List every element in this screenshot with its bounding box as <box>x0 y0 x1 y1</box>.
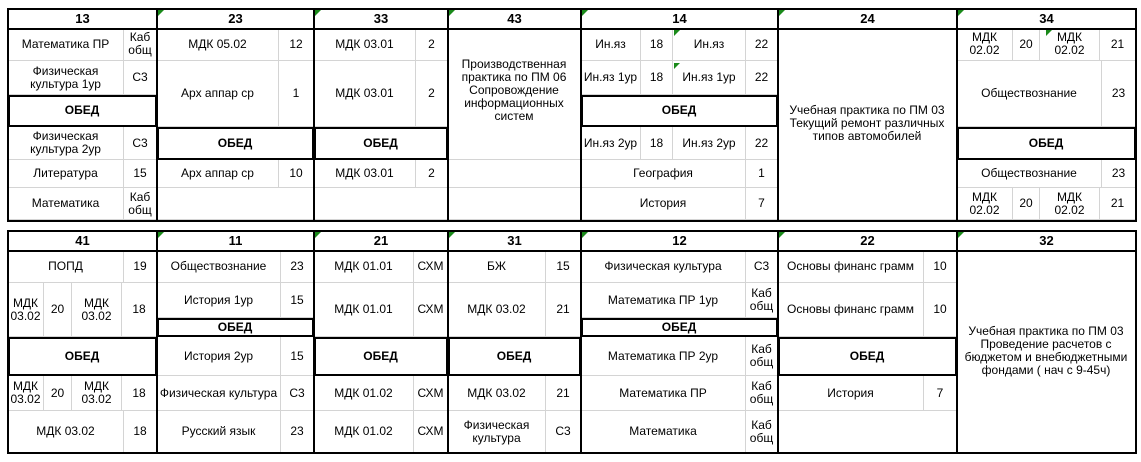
comment-marker-icon <box>449 232 455 238</box>
subject-cell[interactable]: Основы финанс грамм <box>778 283 924 337</box>
subject-cell[interactable]: Русский язык <box>157 411 281 453</box>
room-cell[interactable]: СХМ <box>414 250 448 283</box>
room-cell[interactable]: 18 <box>641 28 673 61</box>
subject-cell[interactable]: Физическая культура <box>448 411 546 453</box>
divider <box>313 8 315 222</box>
room-cell[interactable]: 20 <box>1013 28 1040 61</box>
divider <box>8 452 1137 454</box>
divider <box>7 230 9 454</box>
room-cell[interactable]: СХМ <box>414 411 448 453</box>
room-cell[interactable]: 2 <box>416 160 448 188</box>
divider <box>8 250 1137 252</box>
room-cell[interactable]: 10 <box>924 250 957 283</box>
comment-marker-icon <box>315 232 321 238</box>
subject-cell[interactable]: МДК 01.02 <box>314 376 414 411</box>
subject-cell[interactable]: Математика ПР 1ур <box>581 283 746 318</box>
divider <box>156 8 158 222</box>
subject-cell[interactable]: Ин.яз 1ур <box>673 61 746 95</box>
subject-cell[interactable]: МДК 02.02 <box>1040 188 1100 220</box>
column-header-24[interactable]: 24 <box>860 10 875 26</box>
column-header-43[interactable]: 43 <box>507 10 522 26</box>
room-cell[interactable]: СХМ <box>414 376 448 411</box>
subject-cell[interactable]: Математика <box>581 411 746 453</box>
column-header-14[interactable]: 14 <box>672 10 687 26</box>
subject-cell[interactable]: Ин.яз <box>673 28 746 61</box>
subject-cell[interactable]: Ин.яз 1ур <box>581 61 641 95</box>
room-cell[interactable]: 18 <box>641 61 673 95</box>
subject-cell[interactable]: Ин.яз 2ур <box>581 127 641 160</box>
comment-marker-icon <box>674 30 680 36</box>
subject-cell[interactable]: Математика ПР <box>8 28 124 61</box>
room-cell[interactable]: Каб общ <box>746 337 778 376</box>
comment-marker-icon <box>1046 30 1052 36</box>
subject-cell[interactable]: Ин.яз <box>581 28 641 61</box>
room-cell[interactable]: 22 <box>746 127 778 160</box>
divider <box>8 28 1137 30</box>
room-cell[interactable]: 18 <box>122 376 157 411</box>
room-cell[interactable]: 21 <box>546 283 581 337</box>
room-cell[interactable]: 20 <box>44 283 72 337</box>
lunch-cell[interactable]: ОБЕД <box>778 337 957 376</box>
column-header-34[interactable]: 34 <box>1039 10 1054 26</box>
empty-cell[interactable] <box>448 188 581 220</box>
room-cell[interactable]: 7 <box>924 376 957 411</box>
subject-cell[interactable]: МДК 03.02 <box>8 283 44 337</box>
subject-cell[interactable]: МДК 03.01 <box>314 61 416 127</box>
room-cell[interactable]: 19 <box>124 250 157 283</box>
room-cell[interactable]: 21 <box>1100 188 1136 220</box>
subject-cell[interactable]: История 2ур <box>157 337 281 376</box>
comment-marker-icon <box>158 10 164 16</box>
subject-cell[interactable]: МДК 05.02 <box>157 28 279 61</box>
room-cell[interactable]: 18 <box>124 411 157 453</box>
subject-cell[interactable]: Арх аппар ср <box>157 61 279 127</box>
column-header-33[interactable]: 33 <box>373 10 389 26</box>
subject-cell[interactable]: БЖ <box>448 250 546 283</box>
subject-cell[interactable]: Обществознание <box>957 160 1102 188</box>
room-cell[interactable]: 22 <box>746 28 778 61</box>
subject-cell[interactable]: МДК 01.02 <box>314 411 414 453</box>
practice-cell[interactable]: Производственная практика по ПМ 06 Сопровождение информационных систем <box>448 28 581 160</box>
column-header-21[interactable]: 21 <box>373 232 389 248</box>
room-cell[interactable]: Каб общ <box>124 28 157 61</box>
room-cell[interactable]: Каб общ <box>746 376 778 411</box>
subject-cell[interactable]: Ин.яз 2ур <box>673 127 746 160</box>
subject-cell[interactable]: МДК 03.01 <box>314 28 416 61</box>
lunch-cell[interactable]: ОБЕД <box>157 127 314 160</box>
room-cell[interactable]: 20 <box>44 376 72 411</box>
comment-marker-icon <box>158 232 164 238</box>
subject-cell[interactable]: Математика ПР <box>581 376 746 411</box>
comment-marker-icon <box>582 232 588 238</box>
subject-cell[interactable]: История <box>581 188 746 220</box>
divider <box>7 8 9 222</box>
room-cell[interactable]: 15 <box>281 283 314 318</box>
room-cell[interactable]: 23 <box>281 250 314 283</box>
room-cell[interactable]: С3 <box>124 61 157 95</box>
subject-cell[interactable]: Физическая культура <box>157 376 281 411</box>
comment-marker-icon <box>958 232 964 238</box>
column-header-31[interactable]: 31 <box>507 232 522 248</box>
room-cell[interactable]: С3 <box>124 127 157 160</box>
comment-marker-icon <box>449 10 455 16</box>
divider <box>777 230 779 454</box>
divider <box>8 8 1137 10</box>
empty-cell[interactable] <box>314 188 448 220</box>
subject-cell[interactable]: МДК 03.02 <box>72 376 122 411</box>
divider <box>1135 230 1137 454</box>
subject-cell[interactable]: История <box>778 376 924 411</box>
room-cell[interactable]: 18 <box>122 283 157 337</box>
column-header-22[interactable]: 22 <box>860 232 875 248</box>
lunch-cell[interactable]: ОБЕД <box>448 337 581 376</box>
subject-cell[interactable]: География <box>581 160 746 188</box>
divider <box>580 230 582 454</box>
column-header-23[interactable]: 23 <box>228 10 243 26</box>
subject-cell[interactable]: МДК 03.02 <box>448 376 546 411</box>
comment-marker-icon <box>674 63 680 69</box>
room-cell[interactable]: 23 <box>281 411 314 453</box>
room-cell[interactable]: Каб общ <box>124 188 157 220</box>
subject-cell[interactable]: История 1ур <box>157 283 281 318</box>
room-cell[interactable]: 23 <box>1102 61 1136 127</box>
subject-cell[interactable]: Физическая культура 2ур <box>8 127 124 160</box>
subject-cell[interactable]: МДК 02.02 <box>957 188 1013 220</box>
room-cell[interactable]: 21 <box>1100 28 1136 61</box>
room-cell[interactable]: 10 <box>279 160 314 188</box>
lunch-cell[interactable]: ОБЕД <box>8 337 157 376</box>
subject-cell[interactable]: Обществознание <box>157 250 281 283</box>
comment-marker-icon <box>779 232 785 238</box>
lunch-cell[interactable]: ОБЕД <box>314 337 448 376</box>
practice-cell[interactable]: Учебная практика по ПМ 03 Проведение расчетов с бюджетом и внебюджетными фондами ( нач с 9-45ч) <box>957 250 1136 453</box>
column-header-32[interactable]: 32 <box>1039 232 1054 248</box>
lunch-cell[interactable]: ОБЕД <box>581 95 778 127</box>
subject-cell[interactable]: Физическая культура 1ур <box>8 61 124 95</box>
room-cell[interactable]: С3 <box>281 376 314 411</box>
room-cell[interactable]: 12 <box>279 28 314 61</box>
divider <box>8 220 1137 222</box>
subject-cell[interactable]: Физическая культура <box>581 250 746 283</box>
comment-marker-icon <box>315 10 321 16</box>
room-cell[interactable]: 18 <box>641 127 673 160</box>
practice-cell[interactable]: Учебная практика по ПМ 03 Текущий ремонт различных типов автомобилей <box>778 28 957 220</box>
empty-cell[interactable] <box>157 188 314 220</box>
column-header-13[interactable]: 13 <box>75 10 90 26</box>
room-cell[interactable]: 1 <box>279 61 314 127</box>
subject-cell[interactable]: Математика ПР 2ур <box>581 337 746 376</box>
room-cell[interactable]: Каб общ <box>746 411 778 453</box>
column-header-12[interactable]: 12 <box>672 232 687 248</box>
room-cell[interactable]: Каб общ <box>746 283 778 318</box>
column-header-11[interactable]: 11 <box>228 232 243 248</box>
lunch-cell[interactable]: ОБЕД <box>581 318 778 337</box>
divider <box>956 230 958 454</box>
room-cell[interactable]: 15 <box>546 250 581 283</box>
subject-cell[interactable]: МДК 03.02 <box>448 283 546 337</box>
room-cell[interactable]: 21 <box>546 376 581 411</box>
room-cell[interactable]: 15 <box>281 337 314 376</box>
subject-cell[interactable]: МДК 01.01 <box>314 250 414 283</box>
empty-cell[interactable] <box>448 160 581 188</box>
room-cell[interactable]: 22 <box>746 61 778 95</box>
subject-cell[interactable]: МДК 03.01 <box>314 160 416 188</box>
subject-cell[interactable]: МДК 01.01 <box>314 283 414 337</box>
subject-cell[interactable]: Математика <box>8 188 124 220</box>
column-header-41[interactable]: 41 <box>75 232 90 248</box>
subject-cell[interactable]: МДК 03.02 <box>8 376 44 411</box>
divider <box>447 230 449 454</box>
subject-cell[interactable]: Литература <box>8 160 124 188</box>
comment-marker-icon <box>582 10 588 16</box>
room-cell[interactable]: СХМ <box>414 283 448 337</box>
lunch-cell[interactable]: ОБЕД <box>957 127 1136 160</box>
lunch-cell[interactable]: ОБЕД <box>314 127 448 160</box>
subject-cell[interactable]: МДК 03.02 <box>72 283 122 337</box>
divider <box>777 8 779 222</box>
room-cell[interactable]: С3 <box>546 411 581 453</box>
comment-marker-icon <box>779 10 785 16</box>
subject-cell[interactable]: Основы финанс грамм <box>778 250 924 283</box>
divider <box>313 230 315 454</box>
room-cell[interactable]: 1 <box>746 160 778 188</box>
subject-cell[interactable]: ПОПД <box>8 250 124 283</box>
lunch-cell[interactable]: ОБЕД <box>8 95 157 127</box>
room-cell[interactable]: 7 <box>746 188 778 220</box>
subject-cell[interactable]: МДК 02.02 <box>1040 28 1100 61</box>
divider <box>1135 8 1137 222</box>
lunch-cell[interactable]: ОБЕД <box>157 318 314 337</box>
subject-cell[interactable]: Обществознание <box>957 61 1102 127</box>
divider <box>580 8 582 222</box>
room-cell[interactable]: 20 <box>1013 188 1040 220</box>
divider <box>956 8 958 222</box>
divider <box>156 230 158 454</box>
subject-cell[interactable]: МДК 02.02 <box>957 28 1013 61</box>
subject-cell[interactable]: МДК 03.02 <box>8 411 124 453</box>
room-cell[interactable]: 15 <box>124 160 157 188</box>
room-cell[interactable]: 23 <box>1102 160 1136 188</box>
room-cell[interactable]: 2 <box>416 61 448 127</box>
empty-cell[interactable] <box>778 411 957 453</box>
room-cell[interactable]: 10 <box>924 283 957 337</box>
room-cell[interactable]: С3 <box>746 250 778 283</box>
divider <box>447 8 449 222</box>
comment-marker-icon <box>958 10 964 16</box>
divider <box>8 230 1137 232</box>
subject-cell[interactable]: Арх аппар ср <box>157 160 279 188</box>
room-cell[interactable]: 2 <box>416 28 448 61</box>
